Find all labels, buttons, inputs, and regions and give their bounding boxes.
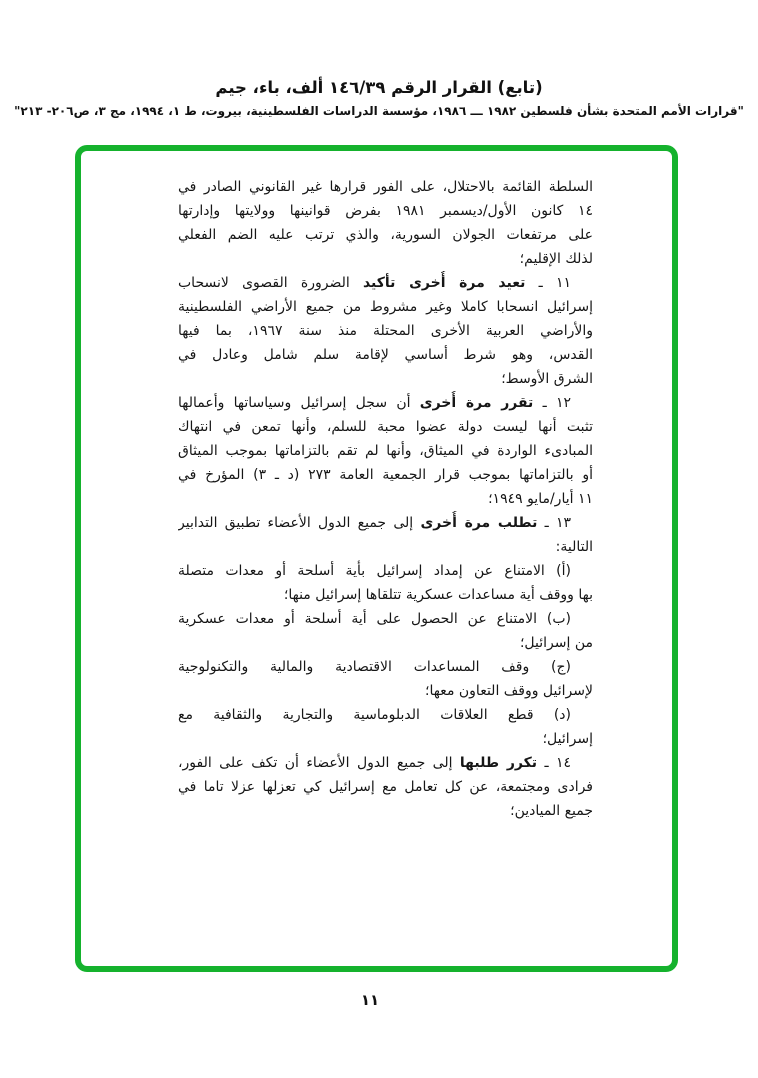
body-text: من إسرائيل؛ (519, 635, 593, 651)
body-line (178, 535, 593, 559)
body-text: التالية: (555, 539, 593, 555)
body-line (178, 775, 593, 799)
body-text: القدس، وهو شرط أساسي لإقامة سلم شامل وعادل في (178, 347, 593, 363)
body-line (178, 415, 593, 439)
body-line (178, 799, 593, 823)
body-line (178, 655, 593, 679)
green-border-frame (75, 145, 678, 972)
body-text: إسرائيل؛ (542, 731, 593, 747)
body-text: ١٢ ـ (533, 395, 571, 411)
resolution-title: (تابع) القرار الرقم ١٤٦/٣٩ ألف، باء، جيم (215, 78, 543, 97)
source-citation: "قرارات الأمم المتحدة بشأن فلسطين ١٩٨٢ ـــ ١٩٨٦، مؤسسة الدراسات الفلسطينية، بيروت، ط ١، ١٩٩٤، مج ٣، ص٢٠٦- ٢١٣" (14, 104, 744, 118)
body-line (178, 439, 593, 463)
body-text: لذلك الإقليم؛ (519, 251, 593, 267)
body-text: بها ووقف أية مساعدات عسكرية تتلقاها إسرائيل منها؛ (283, 587, 593, 603)
body-text: (ج) وقف المساعدات الاقتصادية والمالية والتكنولوجية (178, 659, 571, 675)
body-line (178, 679, 593, 703)
body-text: إلى جميع الدول الأعضاء تطبيق التدابير (178, 515, 421, 531)
body-text: ١٤ ـ (537, 755, 572, 771)
body-text: ١١ أيار/مايو ١٩٤٩؛ (488, 491, 593, 507)
body-line (178, 607, 593, 631)
body-line (178, 703, 593, 727)
body-text: لإسرائيل ووقف التعاون معها؛ (425, 683, 593, 699)
page-number: ١١ (360, 991, 380, 1009)
body-line (178, 319, 593, 343)
body-text: إلى جميع الدول الأعضاء أن تكف على الفور، (178, 755, 460, 771)
body-line (178, 463, 593, 487)
body-text: أن سجل إسرائيل وسياساتها وأعمالها (178, 395, 420, 411)
body-line (178, 247, 593, 271)
body-text: أو بالتزاماتها بموجب قرار الجمعية العامة ٢٧٣ (د ـ ٣) المؤرخ في (178, 467, 593, 483)
body-text: المبادىء الواردة في الميثاق، وأنها لم تقم بالتزاماتها بموجب الميثاق (178, 443, 593, 459)
body-text: ١٣ ـ (537, 515, 571, 531)
body-text: (ب) الامتناع عن الحصول على أية أسلحة أو معدات عسكرية (178, 611, 571, 627)
body-text: إسرائيل انسحابا كاملا وغير مشروط من جميع الأراضي الفلسطينية (178, 299, 593, 315)
body-line (178, 223, 593, 247)
body-line (178, 175, 593, 199)
body-text: (أ) الامتناع عن إمداد إسرائيل بأية أسلحة أو معدات متصلة (178, 563, 571, 579)
body-text: فرادى ومجتمعة، عن كل تعامل مع إسرائيل كي تعزلها عزلا تاما في (178, 779, 593, 795)
body-text: تثبت أنها ليست دولة عضوا محبة للسلم، وأنها تمعن في انتهاك (178, 419, 593, 435)
body-line (178, 511, 593, 535)
body-text: السلطة القائمة بالاحتلال، على الفور قرارها غير القانوني الصادر في (178, 179, 593, 195)
bold-lead-text: تكرر طلبها (459, 755, 538, 771)
body-text: جميع الميادين؛ (510, 803, 593, 819)
bold-lead-text: تعيد مرة أُخرى تأكيد (362, 275, 526, 291)
document-body (81, 151, 672, 823)
body-text: ١١ ـ (525, 275, 571, 291)
body-line (178, 631, 593, 655)
body-line (178, 367, 593, 391)
body-text: ١٤ كانون الأول/ديسمبر ١٩٨١ بفرض قوانينها وولايتها وإدارتها (178, 203, 593, 219)
body-line (178, 343, 593, 367)
body-text: الشرق الأوسط؛ (501, 371, 593, 387)
body-line (178, 751, 593, 775)
body-line (178, 559, 593, 583)
body-text: (د) قطع العلاقات الدبلوماسية والتجارية والثقافية مع (178, 707, 571, 723)
body-line (178, 199, 593, 223)
body-line (178, 583, 593, 607)
body-line (178, 271, 593, 295)
bold-lead-text: تقرر مرة أُخرى (419, 395, 534, 411)
body-line (178, 295, 593, 319)
body-text: على مرتفعات الجولان السورية، والذي ترتب عليه الضم الفعلي (178, 227, 593, 243)
body-line (178, 487, 593, 511)
body-text: الضرورة القصوى لانسحاب (178, 275, 363, 291)
body-line (178, 391, 593, 415)
body-text: والأراضي العربية الأخرى المحتلة منذ سنة ١٩٦٧، بما فيها (178, 323, 593, 339)
bold-lead-text: تطلب مرة أُخرى (420, 515, 538, 531)
body-line (178, 727, 593, 751)
